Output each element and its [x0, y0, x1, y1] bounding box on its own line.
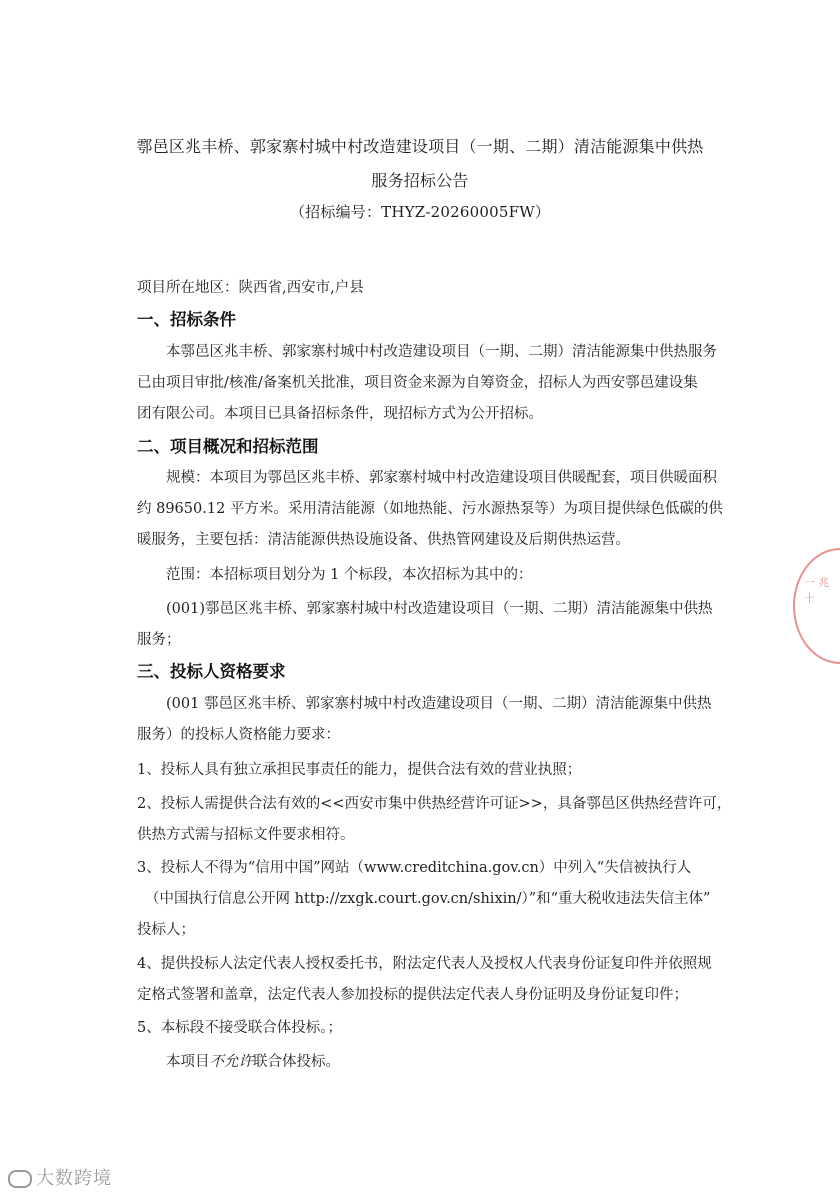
section-2-line: 服务； [137, 632, 181, 648]
final-statement-suffix: 联合体投标。 [253, 1054, 340, 1070]
section-1-line: 本鄠邑区兆丰桥、郭家寨村城中村改造建设项目（一期、二期）清洁能源集中供热服务 [166, 344, 717, 360]
section-1-line: 团有限公司。本项目已具备招标条件，现招标方式为公开招标。 [137, 406, 543, 422]
section-3-line: 3、投标人不得为“信用中国”网站（www.creditchina.gov.cn）中列入“失信被执行人 [137, 860, 692, 876]
section-3-line: 投标人； [137, 922, 195, 938]
section-2-line: 范围：本招标项目划分为 1 个标段，本次招标为其中的： [166, 567, 533, 583]
section-3-line: 2、投标人需提供合法有效的<<西安市集中供热经营许可证>>，具备鄠邑区供热经营许可， [137, 796, 732, 812]
section-3-heading: 三、投标人资格要求 [137, 662, 286, 681]
watermark-text: 大数跨境 [36, 1168, 112, 1189]
section-3-line: 1、投标人具有独立承担民事责任的能力，提供合法有效的营业执照； [137, 762, 582, 778]
section-2-line: 规模：本项目为鄠邑区兆丰桥、郭家寨村城中村改造建设项目供暖配套，项目供暖面积 [166, 470, 717, 486]
section-2-heading: 二、项目概况和招标范围 [137, 437, 319, 456]
final-statement-emphasis: 不允许 [209, 1054, 253, 1070]
section-3-line: 定格式签署和盖章，法定代表人参加投标的提供法定代表人身份证明及身份证复印件； [137, 987, 688, 1003]
bid-number: （招标编号：THYZ-20260005FW） [289, 203, 551, 221]
watermark-logo-icon [8, 1170, 32, 1188]
section-3-line: 5、本标段不接受联合体投标。； [137, 1020, 342, 1036]
section-3-line: 服务）的投标人资格能力要求： [137, 727, 340, 743]
document-title-line-1: 鄠邑区兆丰桥、郭家寨村城中村改造建设项目（一期、二期）清洁能源集中供热 [136, 137, 704, 156]
section-3-line: (001 鄠邑区兆丰桥、郭家寨村城中村改造建设项目（一期、二期）清洁能源集中供热 [166, 696, 712, 712]
section-1-heading: 一、招标条件 [137, 310, 236, 329]
final-statement-prefix: 本项目 [166, 1054, 210, 1070]
seal-text: 一 兆 十 [804, 576, 830, 605]
section-1-line: 已由项目审批/核准/备案机关批准，项目资金来源为自筹资金，招标人为西安鄠邑建设集 [137, 375, 698, 391]
official-seal-stamp [793, 548, 840, 664]
section-3-line: 4、提供投标人法定代表人授权委托书，附法定代表人及授权人代表身份证复印件并依照规 [137, 956, 712, 972]
section-3-line: （中国执行信息公开网 http://zxgk.court.gov.cn/shixin/）”和“重大税收违法失信主体” [145, 891, 711, 907]
section-3-line: 供热方式需与招标文件要求相符。 [137, 827, 355, 843]
section-2-line: 暖服务，主要包括：清洁能源供热设施设备、供热管网建设及后期供热运营。 [137, 532, 630, 548]
document-title-line-2: 服务招标公告 [371, 171, 469, 190]
watermark [8, 1164, 112, 1190]
section-2-line: 约 89650.12 平方米。采用清洁能源（如地热能、污水源热泵等）为项目提供绿色低碳的供 [137, 501, 723, 517]
project-location: 项目所在地区：陕西省,西安市,户县 [137, 280, 364, 296]
final-statement [166, 1050, 340, 1071]
section-2-line: (001)鄠邑区兆丰桥、郭家寨村城中村改造建设项目（一期、二期）清洁能源集中供热 [166, 601, 713, 617]
